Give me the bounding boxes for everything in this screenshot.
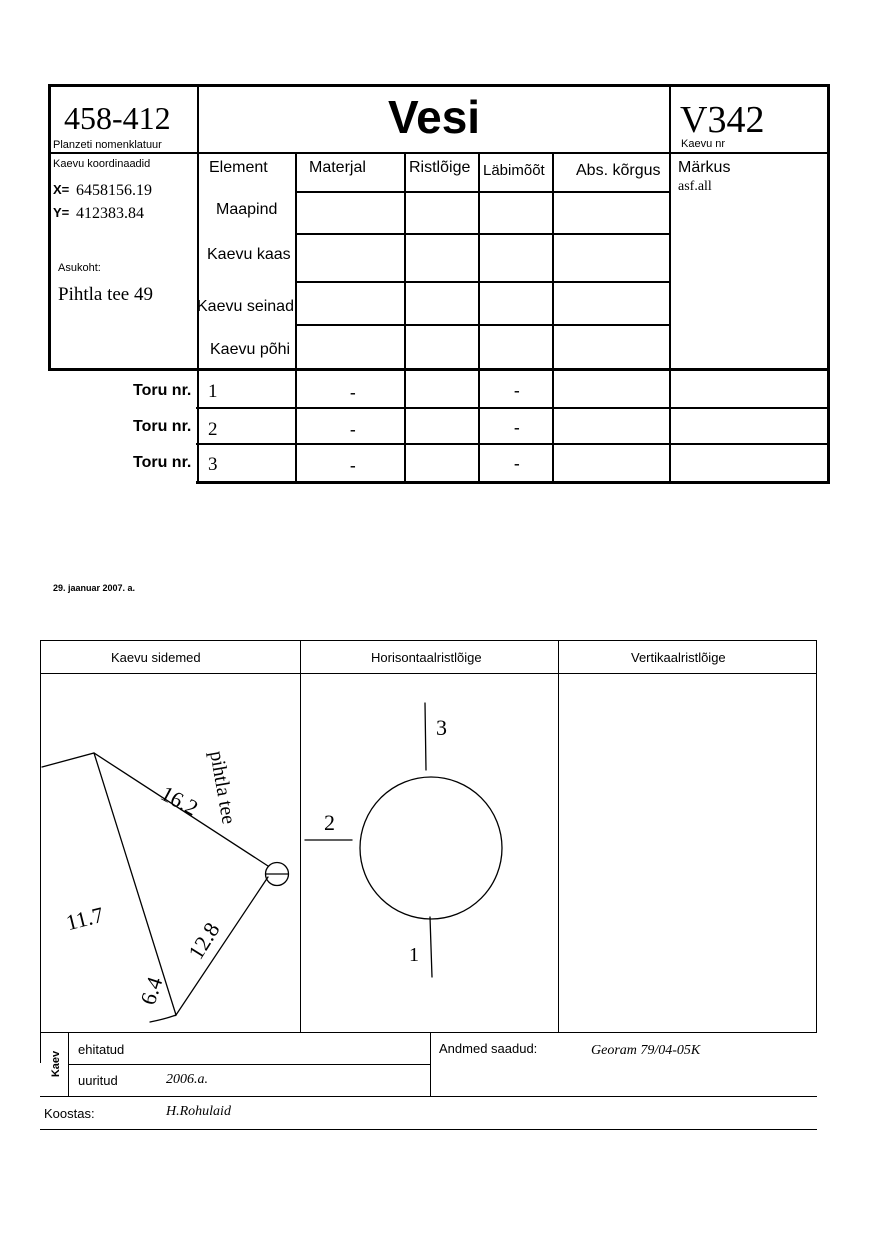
dist-a-label: 16.2 [156,780,203,821]
toru-label: Toru nr. [133,454,192,471]
toru-labimoot: - [514,418,520,437]
toru-materjal: - [350,383,356,402]
uuritud-label: uuritud [78,1073,118,1088]
street-label: pihtla tee [205,749,240,826]
col-header-materjal: Materjal [309,159,366,176]
dist-b-label: 12.8 [183,917,225,964]
andmed-value: Georam 79/04-05K [591,1043,701,1058]
element-kaevu-pohi: Kaevu põhi [210,341,291,358]
koostas-label: Koostas: [44,1106,95,1121]
y-label: Y= [53,205,70,220]
toru-labimoot: - [514,381,520,400]
toru-label: Toru nr. [133,382,192,399]
uuritud-value: 2006.a. [166,1072,208,1087]
toru-label: Toru nr. [133,418,192,435]
element-kaevu-seinad: Kaevu seinad [197,298,294,315]
planzeti-label: Planzeti nomenklatuur [53,139,162,151]
toru-labimoot: - [514,454,520,473]
toru-nr: 1 [208,381,218,402]
element-kaevu-kaas: Kaevu kaas [207,246,291,263]
kaev-label: Kaev [50,1050,62,1078]
page-title: Vesi [388,91,481,143]
x-label: X= [53,182,70,197]
pipe-3-line [425,703,426,770]
col-header-labimoot: Läbimõõt [483,162,545,179]
asukoht-label: Asukoht: [58,262,101,274]
andmed-label: Andmed saadud: [439,1041,538,1056]
toru-nr: 2 [208,419,218,440]
pipe-label-3: 3 [436,715,447,740]
planzeti-value: 458-412 [64,100,171,136]
col-header-ristloige: Ristlõige [409,159,471,176]
col-header-abs-korgus: Abs. kõrgus [576,162,661,179]
well-circle [360,777,502,919]
koostas-value: H.Rohulaid [166,1104,231,1119]
kaevu-nr-label: Kaevu nr [681,138,726,150]
col-vertikaalristloige: Vertikaalristlõige [631,650,726,665]
toru-materjal: - [350,420,356,439]
toru-nr: 3 [208,454,218,475]
x-value: 6458156.19 [76,182,152,199]
toru-materjal: - [350,456,356,475]
y-value: 412383.84 [76,205,144,222]
element-maapind: Maapind [216,201,278,218]
col-horisontaalristloige: Horisontaalristlõige [371,650,482,665]
dist-d-label: 6.4 [135,973,168,1008]
kaevu-nr-value: V342 [680,99,765,141]
dist-c-label: 11.7 [63,901,107,936]
ehitatud-label: ehitatud [78,1042,125,1057]
col-kaevu-sidemed: Kaevu sidemed [111,650,201,665]
col-header-markus: Märkus [678,159,731,176]
col-header-element: Element [209,159,268,176]
pipe-label-1: 1 [409,944,419,966]
asukoht-value: Pihtla tee 49 [58,284,153,305]
pipe-1-line [430,917,432,977]
date: 29. jaanuar 2007. a. [53,583,136,593]
markus-value: asf.all [678,179,712,194]
coords-label: Kaevu koordinaadid [53,158,151,170]
pipe-label-2: 2 [324,810,335,835]
